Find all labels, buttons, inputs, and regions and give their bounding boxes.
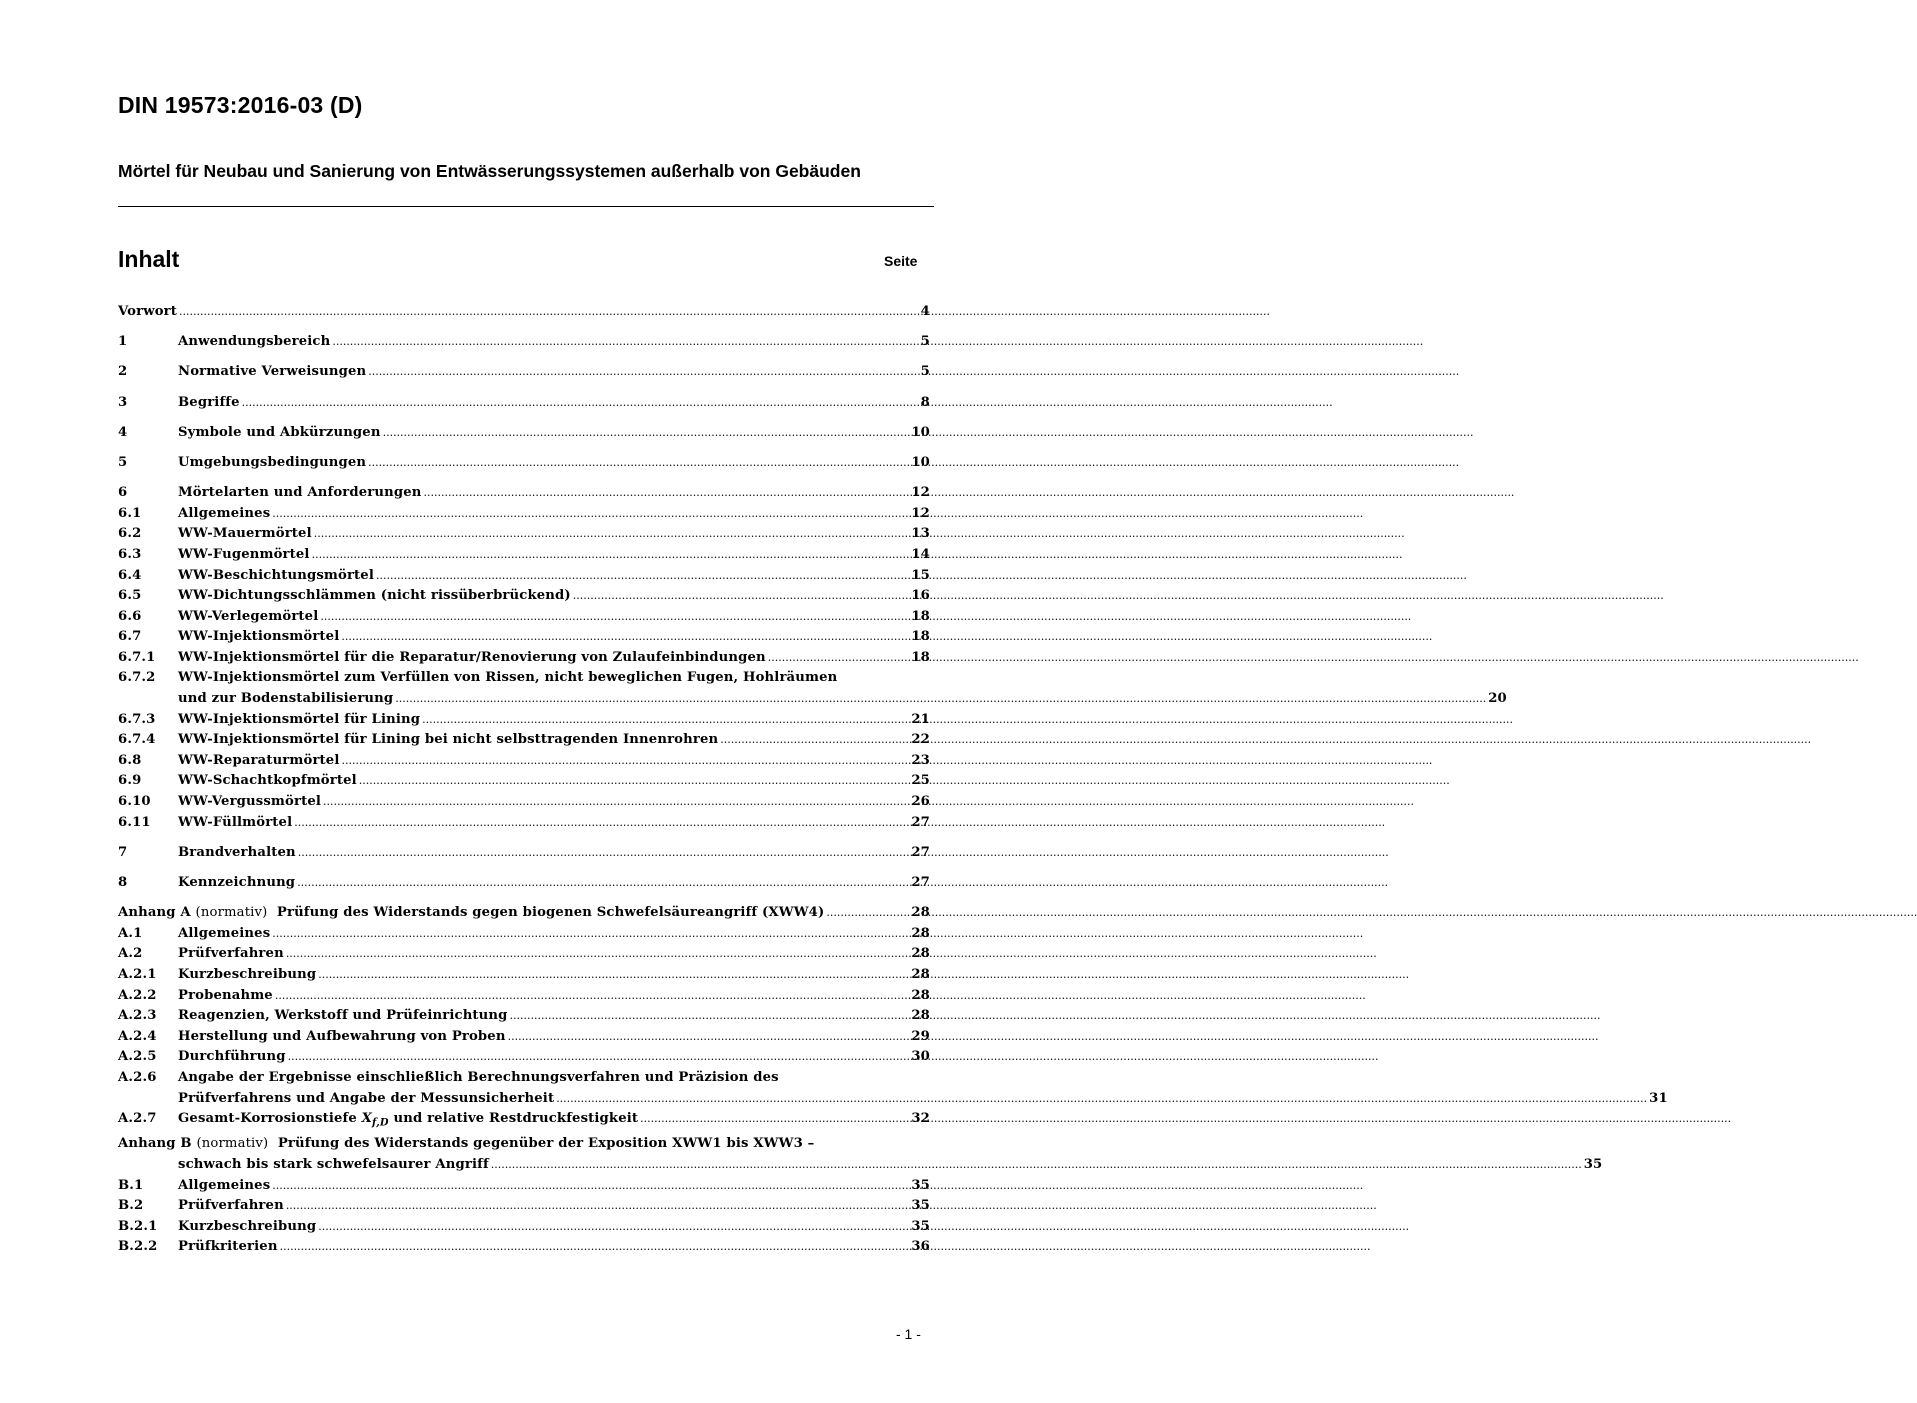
leader-dots [280,1237,1371,1258]
leader-dots [298,843,1389,864]
toc-entry-6-11[interactable] [118,813,930,834]
toc-entry-title: Prüfung des Widerstands gegen biogenen Schwefelsäureangriff (XWW4) [276,905,825,921]
toc-entry-page: 20 [1488,691,1507,707]
toc-entry-6-7-4[interactable] [118,730,930,751]
toc-entry-4[interactable] [118,423,930,444]
toc-entry-page: 28 [911,966,930,982]
toc-entry-title: WW-Injektionsmörtel für Lining [178,711,421,727]
toc-entry-page: 35 [911,1198,930,1214]
toc-entry-number: 5 [118,454,128,470]
toc-entry-a-2-4[interactable] [118,1027,930,1048]
document-subtitle: Mörtel für Neubau und Sanierung von Entwässerungssystemen außerhalb von Gebäuden [118,161,861,181]
toc-entry-b-2[interactable] [118,1196,930,1217]
toc-entry-number: 3 [118,394,128,410]
leader-dots [342,751,1433,772]
toc-entry-title: Allgemeines [178,505,271,521]
leader-dots [508,1027,1599,1048]
toc-annex-type: (normativ) [195,905,268,921]
toc-entry-number: 7 [118,844,128,860]
toc-entry-page: 12 [911,505,930,521]
toc-entry-a-1[interactable] [118,924,930,945]
toc-entry-a-2-1[interactable] [118,965,930,986]
toc-entry-page: 12 [911,485,930,501]
toc-entry-title: Normative Verweisungen [178,364,367,380]
leader-dots [288,1047,1379,1068]
toc-entry-title: WW-Injektionsmörtel zum Verfüllen von Rissen, nicht beweglichen Fugen, Hohlräumen [178,670,838,686]
math-symbol-subscript: f,D [372,1117,389,1129]
leader-dots [323,792,1414,813]
toc-entry-title: Umgebungsbedingungen [178,454,367,470]
leader-dots [826,903,1917,924]
toc-entry-6-7-3[interactable] [118,710,930,731]
leader-dots [297,873,1388,894]
toc-entry-page: 10 [911,424,930,440]
toc-entry-title: Gesamt-Korrosionstiefe [178,1111,357,1127]
toc-entry-title: WW-Beschichtungsmörtel [178,567,374,583]
toc-entry-title-continued: schwach bis stark schwefelsaurer Angriff [178,1156,489,1172]
leader-dots [286,1196,1377,1217]
toc-entry-number: 6.9 [118,773,142,789]
toc-entry-page: 35 [911,1218,930,1234]
toc-entry-number: 6.7.1 [118,649,156,665]
toc-entry-title: Probenahme [178,987,273,1003]
leader-dots [640,1109,1731,1130]
leader-dots [242,393,1333,414]
toc-entry-6-2[interactable] [118,524,930,545]
toc-entry-title-continued: Prüfverfahrens und Angabe der Messunsicherheit [178,1090,555,1106]
toc-entry-number: 6.8 [118,752,142,768]
toc-entry-number: 6.7.3 [118,711,156,727]
toc-entry-title: Prüfung des Widerstands gegenüber der Exposition XWW1 bis XWW3 – [277,1136,815,1152]
toc-entry-title: Kurzbeschreibung [178,1218,317,1234]
toc-entry-page: 28 [911,987,930,1003]
toc-entry-title: WW-Injektionsmörtel für Lining bei nicht selbsttragenden Innenrohren [178,732,719,748]
toc-entry-number: A.2.4 [118,1028,157,1044]
toc-entry-number: 6.11 [118,814,151,830]
toc-entry-6-5[interactable] [118,586,930,607]
toc-entry-a-2[interactable] [118,944,930,965]
math-symbol [361,1111,389,1129]
toc-entry-page: 5 [920,364,930,380]
toc-entry-page: 18 [911,608,930,624]
toc-entry-number: 8 [118,875,128,890]
toc-entry-number: 6.6 [118,608,142,624]
toc-entry-page: 28 [911,946,930,962]
toc-entry-number: A.2.7 [118,1111,157,1127]
toc-entry-page: 31 [1649,1090,1668,1106]
leader-dots [573,586,1664,607]
toc-entry-b-1[interactable] [118,1176,930,1197]
toc-entry-number: B.2 [118,1198,144,1214]
toc-entry-title: WW-Füllmörtel [178,814,293,830]
leader-dots [318,1217,1409,1238]
toc-entry-number: 6.5 [118,588,142,604]
leader-dots [556,1089,1647,1110]
toc-entry-number: 4 [118,424,128,440]
leader-dots [491,1155,1582,1176]
toc-entry-a-2-7[interactable] [118,1109,930,1134]
leader-dots [314,524,1405,545]
toc-entry-page: 27 [911,814,930,830]
toc-entry-6-7-1[interactable] [118,648,930,669]
toc-entry-title: Prüfkriterien [178,1239,278,1255]
toc-entry-title: WW-Verlegemörtel [178,608,319,624]
toc-entry-title: Kurzbeschreibung [178,966,317,982]
leader-dots [320,607,1411,628]
toc-entry-number: 6 [118,485,128,501]
toc-entry-page: 25 [911,773,930,789]
page-number: - 1 - [896,1326,921,1342]
toc-entry-title: Kennzeichnung [178,875,296,890]
toc-entry-page: 27 [911,875,930,890]
toc-entry-number: A.2.6 [118,1069,157,1085]
toc-entry-6-7[interactable] [118,627,930,648]
toc-entry-vorwort[interactable] [118,302,930,323]
toc-entry-title: Prüfverfahren [178,1198,284,1214]
toc-entry-6-6[interactable] [118,607,930,628]
toc-entry-6-10[interactable] [118,792,930,813]
toc-entry-title: Durchführung [178,1049,286,1065]
toc-entry-number: 6.7.4 [118,732,156,748]
toc-entry-title: WW-Injektionsmörtel [178,629,340,645]
toc-entry-title: WW-Injektionsmörtel für die Reparatur/Renovierung von Zulaufeinbindungen [178,649,766,665]
toc-entry-title: WW-Dichtungsschlämmen (nicht rissüberbrückend) [178,588,571,604]
leader-dots [286,944,1377,965]
table-of-contents [118,302,1668,1258]
leader-dots [272,924,1363,945]
toc-entry-anhang-a[interactable] [118,903,930,924]
toc-annex-label: Anhang B [118,1136,192,1152]
toc-entry-number: 2 [118,364,128,380]
leader-dots [275,986,1366,1007]
leader-dots [395,689,1486,710]
toc-entry-title: Vorwort [118,304,178,319]
toc-entry-2[interactable] [118,362,930,383]
leader-dots [510,1006,1601,1027]
toc-entry-title: Angabe der Ergebnisse einschließlich Berechnungsverfahren und Präzision des [178,1069,779,1085]
leader-dots [359,771,1450,792]
toc-entry-page: 5 [920,334,930,350]
toc-entry-page: 18 [911,629,930,645]
toc-entry-title: Reagenzien, Werkstoff und Prüfeinrichtung [178,1008,508,1024]
toc-entry-title-continued: und zur Bodenstabilisierung [178,691,394,707]
toc-entry-6-4[interactable] [118,566,930,587]
toc-entry-number: 6.3 [118,546,142,562]
toc-entry-page: 13 [911,526,930,542]
toc-entry-page: 4 [920,304,930,319]
toc-entry-1[interactable] [118,332,930,353]
leader-dots [332,332,1423,353]
leader-dots [341,627,1432,648]
toc-entry-title: Mörtelarten und Anforderungen [178,485,422,501]
toc-entry-number: A.2.2 [118,987,157,1003]
toc-entry-title-after: und relative Restdruckfestigkeit [393,1111,639,1127]
toc-entry-3[interactable] [118,393,930,414]
toc-entry-6[interactable] [118,483,930,504]
toc-entry-a-2-5[interactable] [118,1047,930,1068]
toc-entry-5[interactable] [118,453,930,474]
leader-dots [318,965,1409,986]
toc-entry-anhang-b[interactable] [118,1134,1603,1175]
toc-entry-title: WW-Mauermörtel [178,526,312,542]
toc-entry-6-1[interactable] [118,504,930,525]
toc-entry-6-3[interactable] [118,545,930,566]
toc-entry-number: 6.7.2 [118,670,156,686]
leader-dots [272,504,1363,525]
toc-entry-page: 30 [911,1049,930,1065]
toc-entry-page: 36 [911,1239,930,1255]
toc-entry-page: 22 [911,732,930,748]
toc-entry-number: B.2.2 [118,1239,158,1255]
toc-entry-page: 26 [911,794,930,810]
toc-entry-page: 15 [911,567,930,583]
leader-dots [312,545,1403,566]
toc-entry-title: WW-Schachtkopfmörtel [178,773,357,789]
toc-entry-number: A.2.1 [118,966,157,982]
toc-entry-title: Symbole und Abkürzungen [178,424,381,440]
leader-dots [424,483,1515,504]
toc-entry-number: A.2.3 [118,1008,157,1024]
toc-entry-page: 28 [911,925,930,941]
toc-entry-number: A.2 [118,946,143,962]
toc-entry-number: 6.7 [118,629,142,645]
toc-heading: Inhalt [118,246,180,272]
leader-dots [720,730,1811,751]
leader-dots [179,302,1270,323]
leader-dots [272,1176,1363,1197]
toc-entry-number: 6.4 [118,567,142,583]
toc-entry-a-2-3[interactable] [118,1006,930,1027]
toc-entry-6-7-2[interactable] [118,668,1507,709]
toc-entry-number: A.2.5 [118,1049,157,1065]
toc-entry-6-9[interactable] [118,771,930,792]
page-column-label: Seite [884,253,918,269]
toc-entry-page: 16 [911,588,930,604]
toc-entry-page: 23 [911,752,930,768]
toc-entry-page: 14 [911,546,930,562]
header-divider [118,206,934,207]
toc-entry-page: 28 [911,905,930,921]
toc-entry-8[interactable] [118,873,930,894]
toc-entry-title: Allgemeines [178,925,271,941]
toc-entry-title: WW-Vergussmörtel [178,794,322,810]
toc-entry-b-2-2[interactable] [118,1237,930,1258]
toc-entry-page: 32 [911,1111,930,1127]
math-symbol-base: X [361,1111,373,1127]
toc-entry-number: 6.2 [118,526,142,542]
toc-entry-page: 18 [911,649,930,665]
toc-entry-title: Brandverhalten [178,844,296,860]
toc-entry-page: 29 [911,1028,930,1044]
toc-entry-6-8[interactable] [118,751,930,772]
leader-dots [294,813,1385,834]
toc-entry-a-2-2[interactable] [118,986,930,1007]
toc-entry-number: 6.1 [118,505,142,521]
toc-entry-title: Prüfverfahren [178,946,284,962]
toc-entry-title: Allgemeines [178,1177,271,1193]
leader-dots [768,648,1859,669]
toc-entry-a-2-6[interactable] [118,1068,1668,1109]
toc-entry-number: B.2.1 [118,1218,158,1234]
toc-entry-number: 6.10 [118,794,151,810]
toc-entry-page: 10 [911,454,930,470]
toc-entry-page: 8 [920,394,930,410]
toc-entry-title: Anwendungsbereich [178,334,331,350]
toc-entry-title: Begriffe [178,394,240,410]
toc-annex-label: Anhang A [118,905,191,921]
leader-dots [368,362,1459,383]
toc-entry-7[interactable] [118,843,930,864]
toc-entry-page: 35 [1583,1156,1603,1172]
toc-entry-page: 28 [911,1008,930,1024]
toc-entry-title: WW-Reparaturmörtel [178,752,340,768]
toc-entry-page: 21 [911,711,930,727]
toc-entry-number: A.1 [118,925,143,941]
toc-entry-title: Herstellung und Aufbewahrung von Proben [178,1028,506,1044]
toc-entry-number: B.1 [118,1177,144,1193]
toc-entry-page: 35 [911,1177,930,1193]
leader-dots [422,710,1513,731]
toc-entry-b-2-1[interactable] [118,1217,930,1238]
toc-entry-page: 27 [911,844,930,860]
document-number: DIN 19573:2016-03 (D) [118,92,363,118]
toc-entry-number: 1 [118,334,128,350]
toc-annex-type: (normativ) [196,1136,269,1152]
toc-entry-title: WW-Fugenmörtel [178,546,310,562]
